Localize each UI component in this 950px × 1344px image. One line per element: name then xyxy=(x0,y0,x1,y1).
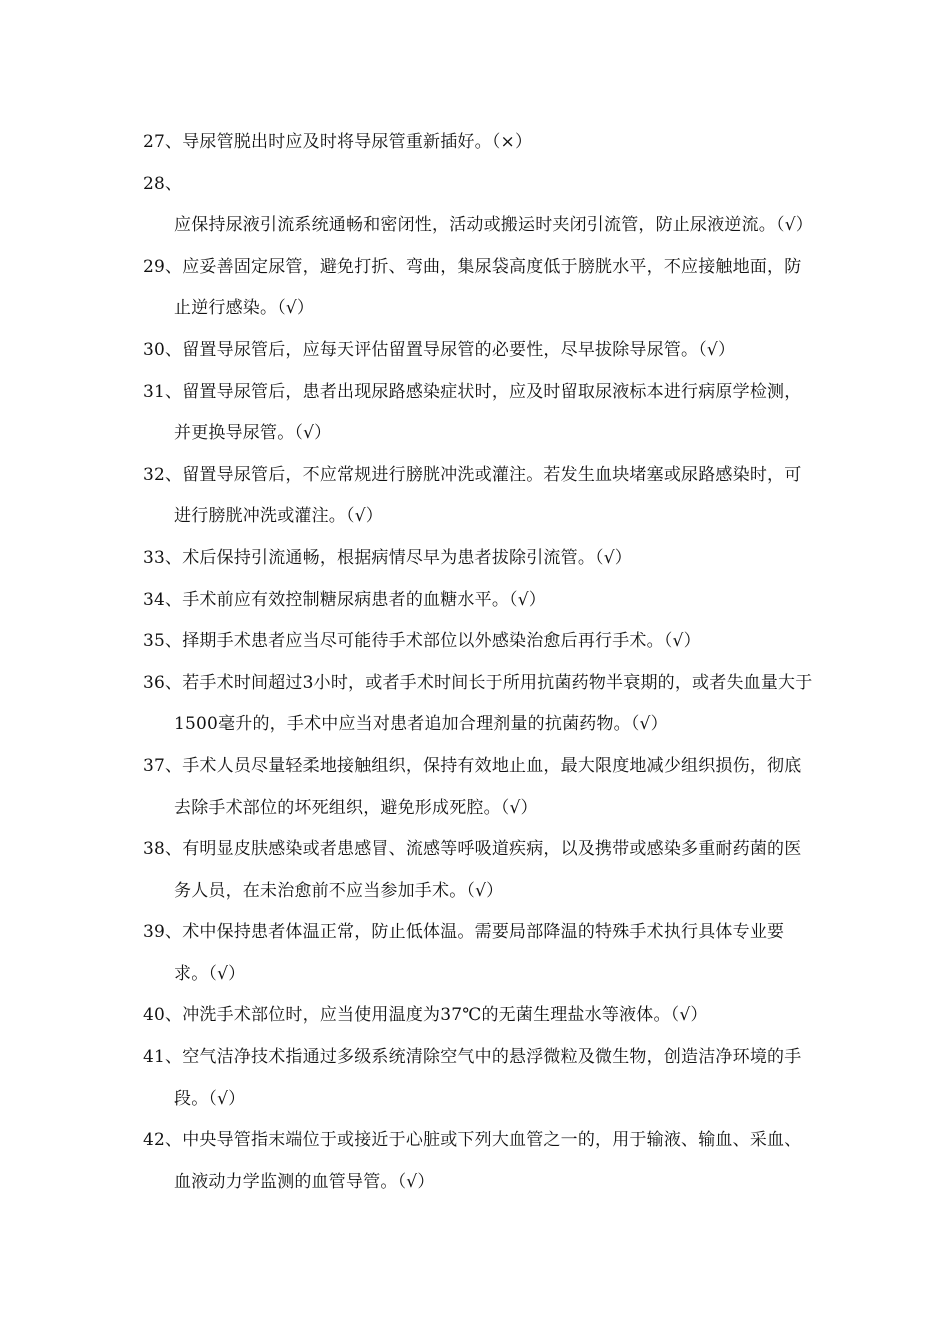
item-number: 37、 xyxy=(143,755,183,776)
item-text: 术中保持患者体温正常，防止低体温。需要局部降温的特殊手术执行具体专业要求。（√） xyxy=(174,922,785,984)
item-text: 应妥善固定尿管，避免打折、弯曲，集尿袋高度低于膀胱水平，不应接触地面，防止逆行感染。（√） xyxy=(174,256,802,319)
list-item xyxy=(143,330,815,372)
item-text: 应保持尿液引流系统通畅和密闭性，活动或搬运时夹闭引流管，防止尿液逆流。（√） xyxy=(174,215,813,236)
list-item xyxy=(143,580,815,622)
item-text: 导尿管脱出时应及时将导尿管重新插好。（×） xyxy=(182,132,533,152)
item-text: 留置导尿管后，应每天评估留置导尿管的必要性，尽早拔除导尿管。（√） xyxy=(182,339,736,360)
list-item xyxy=(143,746,815,829)
list-item xyxy=(143,455,815,538)
list-item xyxy=(143,164,815,247)
item-text: 留置导尿管后，不应常规进行膀胱冲洗或灌注。若发生血块堵塞或尿路感染时，可进行膀胱冲洗或灌注。（√） xyxy=(174,464,802,527)
item-number: 29、 xyxy=(143,256,183,277)
item-text: 有明显皮肤感染或者患感冒、流感等呼吸道疾病，以及携带或感染多重耐药菌的医务人员，在未治愈前不应当参加手术。（√） xyxy=(174,839,802,901)
list-item xyxy=(143,912,815,995)
item-number: 42、 xyxy=(143,1130,183,1151)
item-number: 28、 xyxy=(143,173,183,194)
item-number: 31、 xyxy=(143,381,183,402)
item-text: 中央导管指末端位于或接近于心脏或下列大血管之一的，用于输液、输血、采血、血液动力学监测的血管导管。（√） xyxy=(174,1130,802,1192)
item-number: 27、 xyxy=(143,132,183,152)
item-text: 术后保持引流通畅，根据病情尽早为患者拔除引流管。（√） xyxy=(182,547,632,568)
item-text: 手术人员尽量轻柔地接触组织，保持有效地止血，最大限度地减少组织损伤，彻底去除手术部位的坏死组织，避免形成死腔。（√） xyxy=(174,755,802,818)
question-list xyxy=(143,122,815,1203)
list-item xyxy=(143,829,815,912)
list-item xyxy=(143,122,815,164)
item-text: 留置导尿管后，患者出现尿路感染症状时，应及时留取尿液标本进行病原学检测，并更换导尿管。（√） xyxy=(174,381,802,444)
item-number: 33、 xyxy=(143,547,183,568)
item-number: 30、 xyxy=(143,339,183,360)
item-text: 手术前应有效控制糖尿病患者的血糖水平。（√） xyxy=(182,589,546,610)
item-number: 41、 xyxy=(143,1047,183,1068)
list-item xyxy=(143,538,815,580)
list-item xyxy=(143,247,815,330)
list-item xyxy=(143,1120,815,1203)
item-number: 39、 xyxy=(143,922,183,943)
item-number: 40、 xyxy=(143,1005,183,1026)
item-text: 若手术时间超过3小时，或者手术时间长于所用抗菌药物半衰期的，或者失血量大于1500毫升的，手术中应当对患者追加合理剂量的抗菌药物。（√） xyxy=(174,672,813,735)
item-number: 36、 xyxy=(143,672,183,693)
list-item xyxy=(143,1037,815,1120)
item-text: 空气洁净技术指通过多级系统清除空气中的悬浮微粒及微生物，创造洁净环境的手段。（√） xyxy=(174,1047,802,1109)
item-number: 32、 xyxy=(143,464,183,485)
item-number: 35、 xyxy=(143,631,183,652)
item-number: 34、 xyxy=(143,589,183,610)
item-text: 择期手术患者应当尽可能待手术部位以外感染治愈后再行手术。（√） xyxy=(182,631,701,652)
list-item xyxy=(143,621,815,663)
list-item xyxy=(143,995,815,1037)
item-text: 冲洗手术部位时，应当使用温度为37℃的无菌生理盐水等液体。（√） xyxy=(182,1005,708,1026)
item-number: 38、 xyxy=(143,839,183,860)
list-item xyxy=(143,663,815,746)
list-item xyxy=(143,372,815,455)
